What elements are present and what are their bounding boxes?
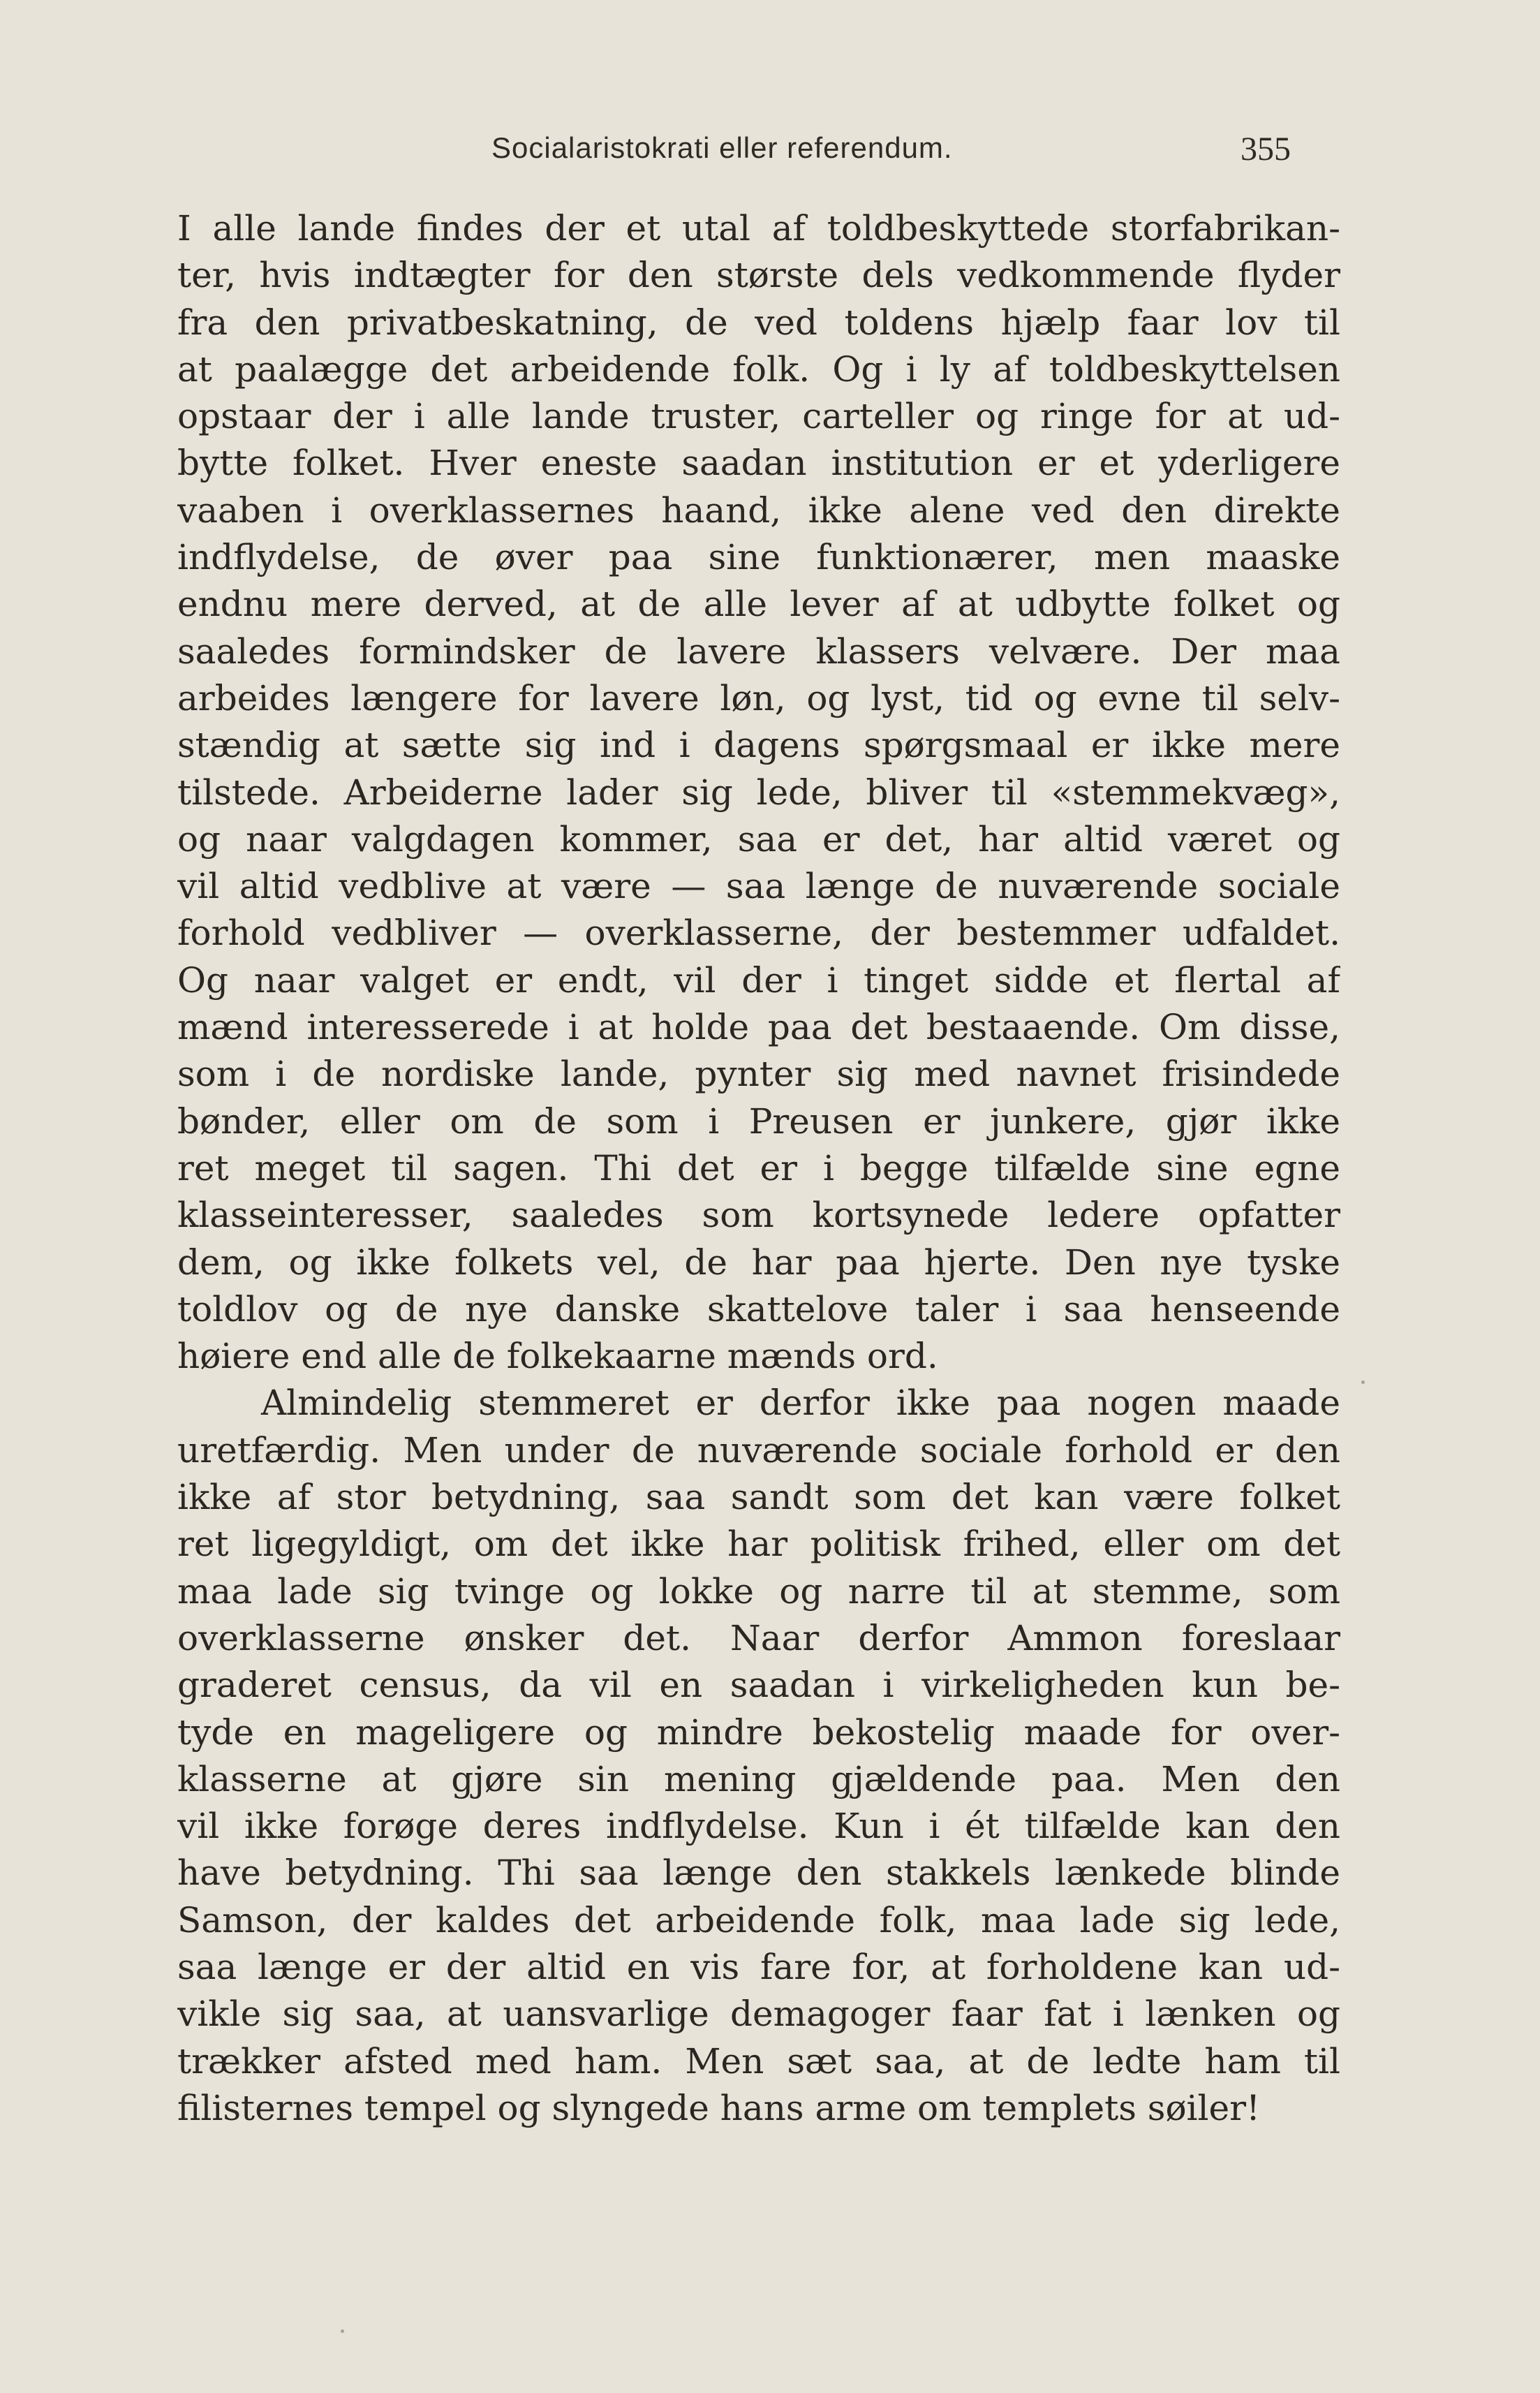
paragraph-1 [177,205,1340,1380]
text-line: klasseinteresser, saaledes som kortsynede ledere opfatter [177,1195,1340,1236]
text-line: arbeides længere for lavere løn, og lyst, tid og evne til selv- [177,677,1340,719]
text-line: I alle lande findes der et utal af toldbeskyttede storfabrikan- [177,208,1340,249]
text-line: høiere end alle de folkekaarne mænds ord. [177,1336,938,1377]
text-line: filisternes tempel og slyngede hans arme om templets søiler! [177,2087,1261,2128]
text-line: som i de nordiske lande, pynter sig med navnet frisindede [177,1054,1340,1095]
text-line: og naar valgdagen kommer, saa er det, har altid været og [177,818,1340,860]
text-line: klasserne at gjøre sin mening gjældende paa. Men den [177,1758,1340,1799]
text-line: overklasserne ønsker det. Naar derfor Ammon foreslaar [177,1617,1340,1658]
text-line: bønder, eller om de som i Preusen er junkere, gjør ikke [177,1100,1340,1142]
text-line: have betydning. Thi saa længe den stakkels lænkede blinde [177,1853,1340,1894]
text-line: tyde en mageligere og mindre bekostelig maade for over- [177,1711,1340,1753]
text-line: stændig at sætte sig ind i dagens spørgsmaal er ikke mere [177,725,1340,766]
text-line: saa længe er der altid en vis fare for, at forholdene kan ud- [177,1946,1340,1987]
text-line: indflydelse, de øver paa sine funktionærer, men maaske [177,537,1340,578]
text-line: ikke af stor betydning, saa sandt som det kan være folket [177,1477,1340,1518]
text-line: endnu mere derved, at de alle lever af at udbytte folket og [177,584,1340,625]
text-line: saaledes formindsker de lavere klassers velvære. Der maa [177,631,1340,672]
text-line: fra den privatbeskatning, de ved toldens hjælp faar lov til [177,302,1340,343]
running-title: Socialaristokrati eller referendum. [491,131,953,164]
paper-speck [341,2329,344,2333]
text-line: at paalægge det arbeidende folk. Og i ly af toldbeskyttelsen [177,348,1340,390]
text-line: forhold vedbliver — overklasserne, der bestemmer udfaldet. [177,913,1340,954]
paragraph-2 [177,1380,1340,2132]
text-line: ter, hvis indtægter for den største dels vedkommende flyder [177,255,1340,296]
text-line: mænd interesserede i at holde paa det bestaaende. Om disse, [177,1007,1340,1048]
text-line: vaaben i overklassernes haand, ikke alene ved den direkte [177,489,1340,531]
body-text [177,205,1340,2132]
text-line: opstaar der i alle lande truster, carteller og ringe for at ud- [177,396,1340,437]
text-line: Almindelig stemmeret er derfor ikke paa nogen maade [261,1383,1340,1424]
text-line: Og naar valget er endt, vil der i tinget sidde et flertal af [177,959,1340,1001]
text-line: Samson, der kaldes det arbeidende folk, maa lade sig lede, [177,1899,1340,1941]
text-line: graderet census, da vil en saadan i virkeligheden kun be- [177,1665,1340,1706]
text-line: toldlov og de nye danske skattelove taler i saa henseende [177,1288,1340,1330]
text-line: vil ikke forøge deres indflydelse. Kun i ét tilfælde kan den [177,1806,1340,1847]
page-number: 355 [1241,131,1291,168]
text-line: bytte folket. Hver eneste saadan institution er et yderligere [177,443,1340,484]
paper-speck [1361,1380,1365,1384]
text-line: uretfærdig. Men under de nuværende sociale forhold er den [177,1429,1340,1471]
text-line: maa lade sig tvinge og lokke og narre til at stemme, som [177,1570,1340,1612]
text-line: vil altid vedblive at være — saa længe de nuværende sociale [177,866,1340,907]
text-line: dem, og ikke folkets vel, de har paa hjerte. Den nye tyske [177,1242,1340,1283]
text-line: vikle sig saa, at uansvarlige demagoger faar fat i lænken og [177,1994,1340,2035]
text-line: ret ligegyldigt, om det ikke har politisk frihed, eller om det [177,1524,1340,1565]
text-line: trækker afsted med ham. Men sæt saa, at de ledte ham til [177,2040,1340,2082]
text-line: tilstede. Arbeiderne lader sig lede, bliver til «stemmekvæg», [177,772,1340,813]
text-line: ret meget til sagen. Thi det er i begge tilfælde sine egne [177,1147,1340,1188]
